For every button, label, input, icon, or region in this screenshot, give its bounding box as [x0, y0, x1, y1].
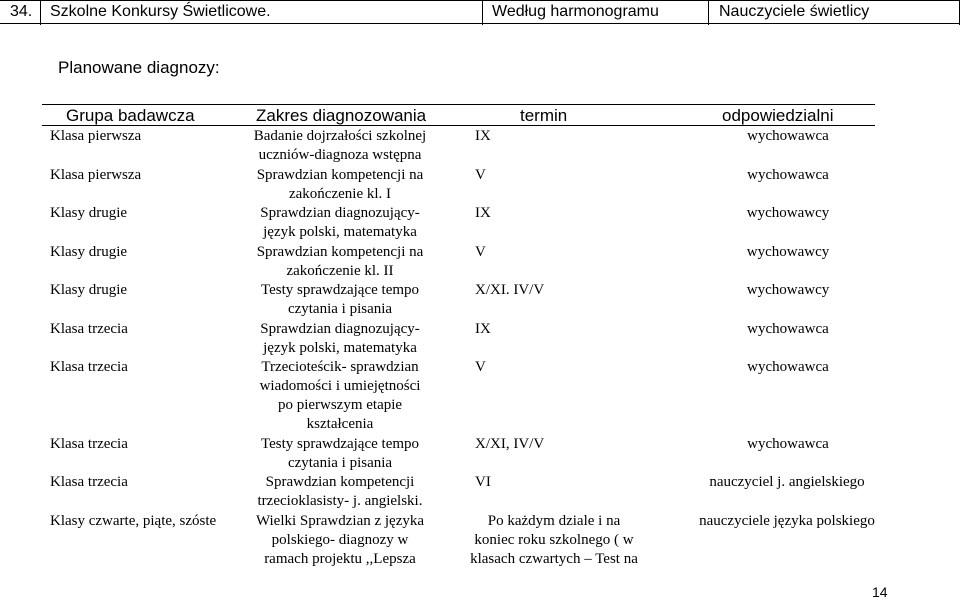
cell-group: Klasa pierwsza — [50, 128, 142, 144]
cell-scope-line: po pierwszym etapie — [277, 397, 403, 413]
cell-responsible: nauczyciele języka polskiego — [699, 513, 875, 529]
cell-scope-line: kształcenia — [306, 416, 374, 432]
cell-scope-line: Sprawdzian diagnozujący- — [260, 321, 420, 337]
cell-scope-line: Badanie dojrzałości szkolnej — [253, 128, 427, 144]
top-row-responsible: Nauczyciele świetlicy — [719, 3, 870, 20]
divider — [482, 1, 483, 25]
cell-responsible: wychowawca — [747, 128, 829, 144]
header-bottom-border — [42, 125, 875, 126]
cell-responsible: wychowawcy — [746, 282, 830, 298]
cell-group: Klasa trzecia — [50, 436, 128, 452]
header-responsible: odpowiedzialni — [722, 106, 834, 125]
cell-scope-line: język polski, matematyka — [263, 224, 417, 240]
top-row-schedule: Według harmonogramu — [492, 3, 659, 20]
cell-group: Klasa pierwsza — [50, 167, 142, 183]
cell-scope-line: Sprawdzian kompetencji — [265, 474, 415, 490]
cell-scope-line: ramach projektu ,,Lepsza — [264, 551, 416, 567]
top-table-row — [0, 0, 960, 24]
diagnoses-table — [42, 104, 875, 598]
cell-responsible: wychowawca — [747, 167, 829, 183]
cell-term-line: X/XI, IV/V — [475, 436, 545, 452]
cell-term-line: V — [475, 359, 486, 375]
cell-scope-line: Testy sprawdzające tempo — [260, 436, 420, 452]
cell-scope-line: zakończenie kl. II — [286, 263, 394, 279]
cell-responsible: wychowawca — [747, 359, 829, 375]
cell-term-line: IX — [475, 321, 491, 337]
cell-responsible: nauczyciel j. angielskiego — [709, 474, 865, 490]
cell-scope-line: czytania i pisania — [287, 455, 393, 471]
cell-term-line: Po każdym dziale i na — [487, 513, 621, 529]
cell-group: Klasy drugie — [50, 205, 128, 221]
cell-group: Klasy drugie — [50, 282, 128, 298]
cell-term-line: IX — [475, 205, 491, 221]
cell-term-line: X/XI. IV/V — [475, 282, 545, 298]
cell-responsible: wychowawca — [747, 436, 829, 452]
cell-scope-line: wiadomości i umiejętności — [259, 378, 421, 394]
divider — [40, 1, 41, 25]
cell-group: Klasa trzecia — [50, 474, 128, 490]
cell-responsible: wychowawcy — [746, 244, 830, 260]
header-term: termin — [520, 106, 568, 125]
cell-responsible: wychowawcy — [746, 205, 830, 221]
cell-scope-line: Trzecioteścik- sprawdzian — [261, 359, 419, 375]
cell-term-line: V — [475, 167, 486, 183]
cell-responsible: wychowawca — [747, 321, 829, 337]
cell-scope-line: Testy sprawdzające tempo — [260, 282, 420, 298]
cell-group: Klasy czwarte, piąte, szóste — [50, 513, 217, 529]
cell-scope-line: trzecioklasisty- j. angielski. — [257, 493, 423, 509]
cell-scope-line: czytania i pisania — [287, 301, 393, 317]
cell-scope-line: uczniów-diagnoza wstępna — [258, 147, 422, 163]
cell-scope-line: język polski, matematyka — [263, 340, 417, 356]
cell-scope-line: Sprawdzian kompetencji na — [256, 167, 424, 183]
cell-group: Klasy drugie — [50, 244, 128, 260]
cell-term-line: VI — [475, 474, 491, 490]
cell-scope-line: Wielki Sprawdzian z języka — [255, 513, 425, 529]
cell-group: Klasa trzecia — [50, 321, 128, 337]
cell-group: Klasa trzecia — [50, 359, 128, 375]
page-number: 14 — [872, 584, 888, 600]
cell-term-line: V — [475, 244, 486, 260]
page-title: Planowane diagnozy: — [58, 58, 220, 77]
cell-scope-line: Sprawdzian diagnozujący- — [260, 205, 420, 221]
cell-scope-line: Sprawdzian kompetencji na — [256, 244, 424, 260]
table-top-border — [42, 104, 875, 105]
row-number: 34. — [10, 3, 33, 20]
cell-term-line: klasach czwartych – Test na — [470, 551, 638, 567]
cell-scope-line: polskiego- diagnozy w — [271, 532, 409, 548]
cell-scope-line: zakończenie kl. I — [288, 186, 392, 202]
cell-term-line: koniec roku szkolnego ( w — [474, 532, 634, 548]
cell-term-line: IX — [475, 128, 491, 144]
top-row-title: Szkolne Konkursy Świetlicowe. — [50, 3, 271, 20]
header-scope: Zakres diagnozowania — [256, 106, 427, 125]
divider — [708, 1, 709, 25]
header-group: Grupa badawcza — [66, 106, 195, 125]
